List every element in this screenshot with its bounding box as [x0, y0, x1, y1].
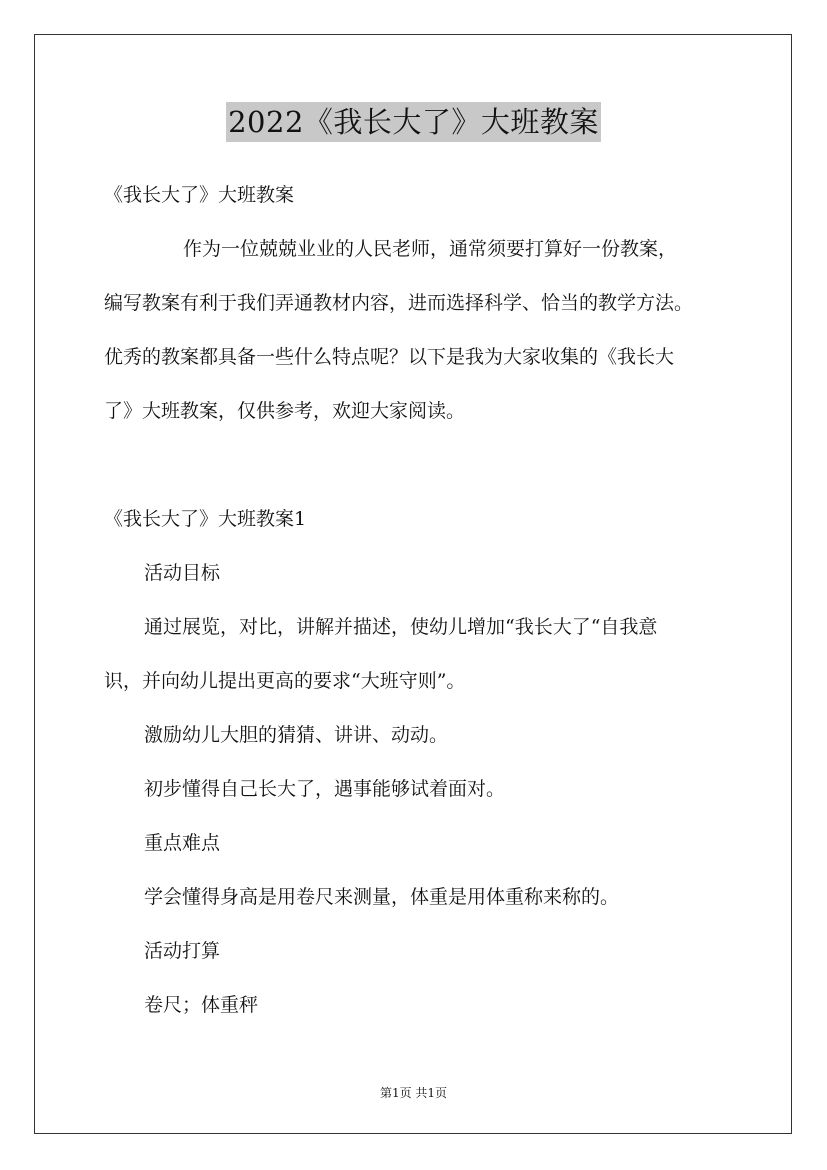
- goal-heading: 活动目标: [144, 562, 221, 584]
- goal-line-1: 通过展览，对比，讲解并描述，使幼儿增加“我长大了“自我意: [144, 616, 658, 638]
- intro-line-3: 优秀的教案都具备一些什么特点呢？以下是我为大家收集的《我长大: [104, 346, 675, 368]
- prep-heading: 活动打算: [144, 940, 221, 962]
- key-text: 学会懂得身高是用卷尺来测量，体重是用体重称来称的。: [144, 886, 620, 908]
- subtitle: 《我长大了》大班教案: [104, 184, 295, 206]
- intro-line-1: 作为一位兢兢业业的人民老师，通常须要打算好一份教案，: [183, 238, 678, 260]
- intro-line-4: 了》大班教案，仅供参考，欢迎大家阅读。: [104, 400, 466, 422]
- document-title: 2022《我长大了》大班教案: [226, 102, 601, 142]
- goal-2: 激励幼儿大胆的猜猜、讲讲、动动。: [144, 724, 449, 746]
- goal-3: 初步懂得自己长大了，遇事能够试着面对。: [144, 778, 506, 800]
- page-footer: 第1页 共1页: [379, 1086, 448, 1100]
- section-heading: 《我长大了》大班教案1: [104, 508, 307, 530]
- goal-line-2: 识，并向幼儿提出更高的要求“大班守则”。: [104, 670, 466, 692]
- prep-text: 卷尺；体重秤: [144, 994, 259, 1016]
- document-title-wrap: [0, 102, 827, 142]
- key-heading: 重点难点: [144, 832, 221, 854]
- intro-line-2: 编写教案有利于我们弄通教材内容，进而选择科学、恰当的教学方法。: [104, 292, 694, 314]
